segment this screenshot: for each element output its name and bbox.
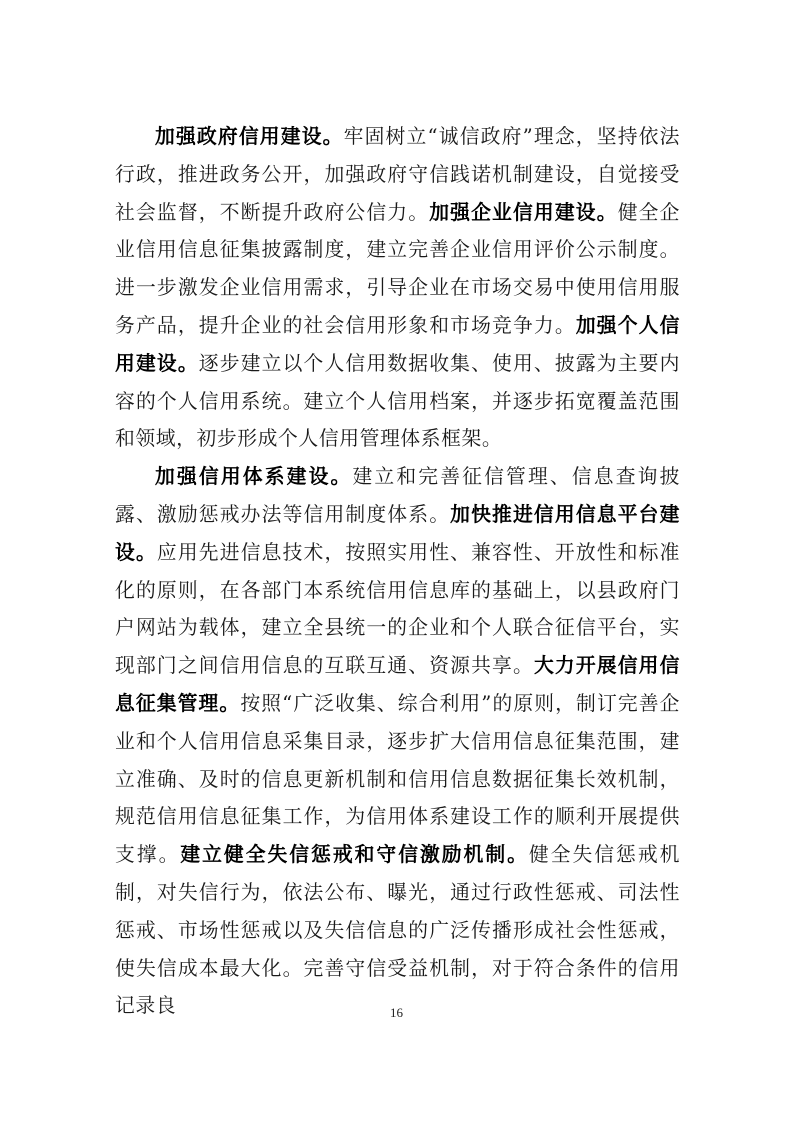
heading-credit-platform: 加快推进信用信息平台建设。 <box>115 502 680 564</box>
paragraph-government-enterprise-personal-credit <box>115 118 680 458</box>
heading-personal-credit: 加强个人信用建设。 <box>115 313 680 375</box>
body-text <box>115 118 680 1025</box>
heading-credit-system: 加强信用体系建设。 <box>155 465 353 489</box>
heading-enterprise-credit: 加强企业信用建设。 <box>429 200 618 224</box>
heading-incentive-mechanism: 建立健全失信惩戒和守信激励机制。 <box>180 843 529 867</box>
body-credit-platform: 应用先进信息技术，按照实用性、兼容性、开放性和标准化的原则，在各部门本系统信用信息库的基础上，以县政府门户网站为载体，建立全县统一的企业和个人联合征信平台，实现部门之间信用信息的互联互通、资源共享。 <box>115 540 680 678</box>
body-credit-collection: 按照“广泛收集、综合利用”的原则，制订完善企业和个人信用信息采集目录，逐步扩大信用信息征集范围，建立准确、及时的信息更新机制和信用信息数据征集长效机制，规范信用信息征集工作，为信用体系建设工作的顺利开展提供支撑。 <box>115 691 680 867</box>
body-incentive-mechanism: 健全失信惩戒机制，对失信行为，依法公布、曝光，通过行政性惩戒、司法性惩戒、市场性惩戒以及失信信息的广泛传播形成社会性惩戒，使失信成本最大化。完善守信受益机制，对于符合条件的信用记录良 <box>115 843 680 1018</box>
body-government-credit: 牢固树立“诚信政府”理念，坚持依法行政，推进政务公开，加强政府守信践诺机制建设，自觉接受社会监督，不断提升政府公信力。 <box>115 125 680 224</box>
body-credit-system: 建立和完善征信管理、信息查询披露、激励惩戒办法等信用制度体系。 <box>115 465 680 526</box>
body-enterprise-credit: 健全企业信用信息征集披露制度，建立完善企业信用评价公示制度。进一步激发企业信用需求，引导企业在市场交易中使用信用服务产品，提升企业的社会信用形象和市场竞争力。 <box>115 200 680 337</box>
heading-government-credit: 加强政府信用建设。 <box>155 125 344 148</box>
body-personal-credit: 逐步建立以个人信用数据收集、使用、披露为主要内容的个人信用系统。建立个人信用档案，并逐步拓宽覆盖范围和领域，初步形成个人信用管理体系框架。 <box>115 351 680 451</box>
heading-credit-collection: 大力开展信用信息征集管理。 <box>115 654 680 715</box>
page-number: 16 <box>390 1005 403 1020</box>
paragraph-credit-system <box>115 458 680 1025</box>
